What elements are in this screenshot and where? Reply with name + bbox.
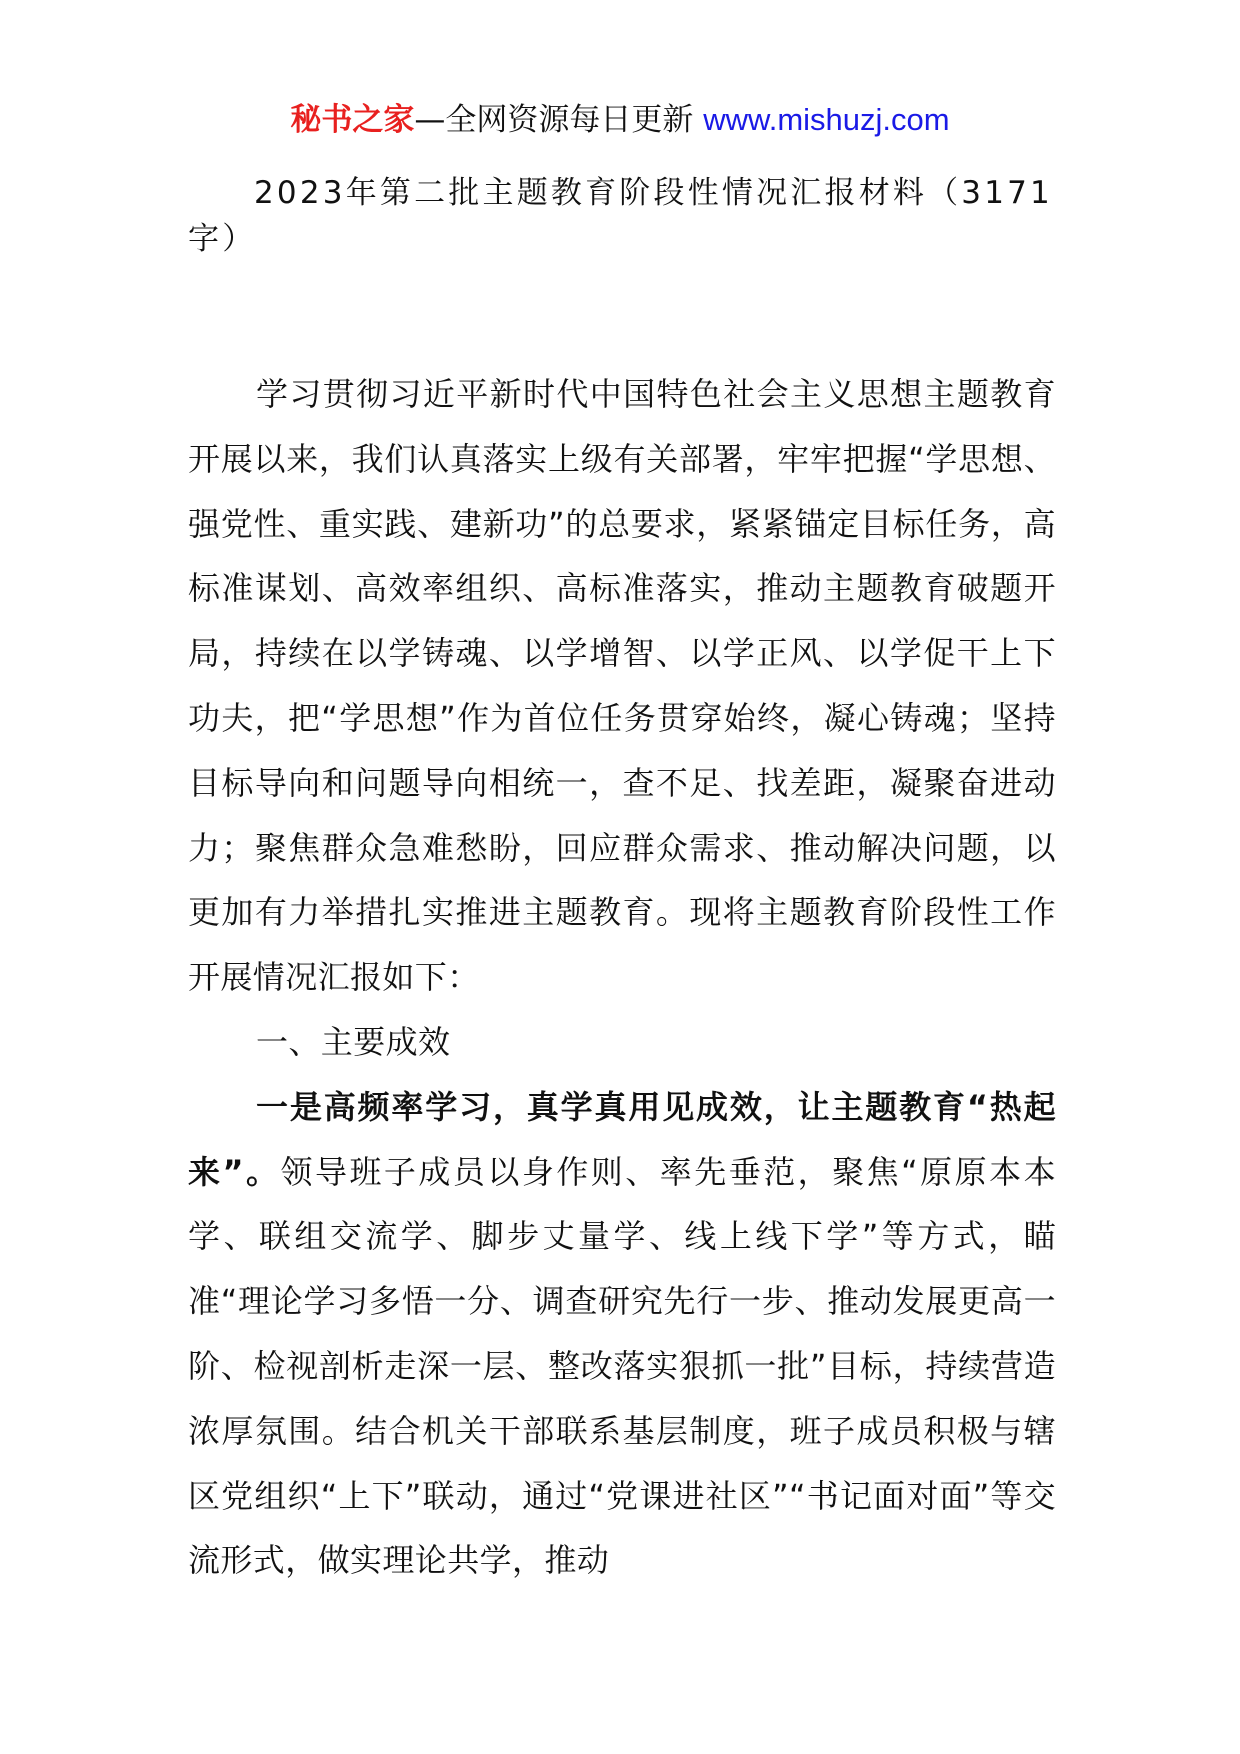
brand-name: 秘书之家 — [290, 102, 415, 138]
header-url-link[interactable]: www.mishuzj.com — [703, 102, 950, 137]
document-body — [188, 362, 1056, 1593]
document-title: 2023年第二批主题教育阶段性情况汇报材料（3171字） — [188, 175, 1053, 257]
point-paragraph — [188, 1075, 1056, 1593]
site-header — [0, 100, 1240, 140]
section-heading: 一、主要成效 — [256, 1022, 451, 1061]
point-lead: 一是高频率学习，真学真用见成效，让主题教育“热起来”。 — [188, 1087, 1056, 1191]
intro-paragraph: 学习贯彻习近平新时代中国特色社会主义思想主题教育开展以来，我们认真落实上级有关部署，牢牢把握“学思想、强党性、重实践、建新功”的总要求，紧紧锚定目标任务，高标准谋划、高效率组织、高标准落实，推动主题教育破题开局，持续在以学铸魂、以学增智、以学正风、以学促干上下功夫，把“学思想”作为首位任务贯穿始终，凝心铸魂；坚持目标导向和问题导向相统一，查不足、找差距，凝聚奋进动力；聚焦群众急难愁盼，回应群众需求、推动解决问题，以更加有力举措扎实推进主题教育。现将主题教育阶段性工作开展情况汇报如下： — [188, 375, 1056, 997]
header-tagline: —全网资源每日更新 — [414, 102, 704, 138]
point-text: 领导班子成员以身作则、率先垂范，聚焦“原原本本学、联组交流学、脚步丈量学、线上线下学”等方式，瞄准“理论学习多悟一分、调查研究先行一步、推动发展更高一阶、检视剖析走深一层、整改落实狠抓一批”目标，持续营造浓厚氛围。结合机关干部联系基层制度，班子成员积极与辖区党组织“上下”联动，通过“党课进社区”“书记面对面”等交流形式，做实理论共学，推动 — [188, 1152, 1057, 1580]
